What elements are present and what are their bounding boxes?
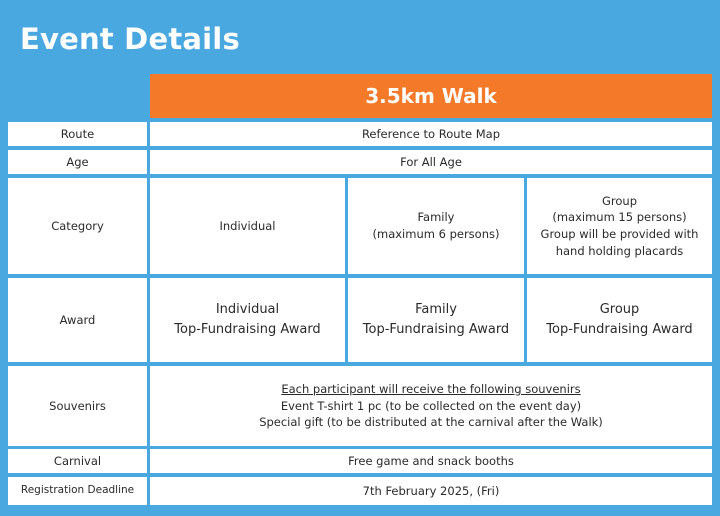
souvenir-item-tshirt: Event T-shirt 1 pc (to be collected on the event day) [280, 398, 582, 413]
category-family [348, 178, 524, 274]
award-individual-name: Top-Fundraising Award [174, 322, 321, 337]
age-value: For All Age [150, 150, 712, 174]
category-family-title: Family [417, 210, 455, 225]
deadline-label: Registration Deadline [8, 477, 147, 505]
carnival-label: Carnival [8, 449, 147, 473]
souvenirs-heading: Each participant will receive the following souvenirs [281, 381, 581, 396]
souvenirs-value [150, 366, 712, 446]
page-title: Event Details [20, 22, 240, 56]
category-family-limit: (maximum 6 persons) [372, 227, 500, 241]
route-label: Route [8, 122, 147, 146]
souvenir-item-gift: Special gift (to be distributed at the carnival after the Walk) [259, 415, 603, 430]
age-label: Age [8, 150, 147, 174]
award-individual-title: Individual [215, 301, 280, 317]
category-group-note-2: hand holding placards [555, 243, 684, 258]
route-value: Reference to Route Map [150, 122, 712, 146]
souvenirs-label: Souvenirs [8, 366, 147, 446]
category-individual: Individual [150, 178, 345, 274]
carnival-value: Free game and snack booths [150, 449, 712, 473]
category-group-title: Group [601, 193, 637, 208]
award-group-name: Top-Fundraising Award [546, 322, 693, 337]
deadline-value: 7th February 2025, (Fri) [150, 477, 712, 505]
category-group-limit: (maximum 15 persons) [552, 210, 687, 225]
award-group [527, 278, 712, 362]
award-family-title: Family [415, 301, 457, 317]
category-label: Category [8, 178, 147, 274]
event-name-header: 3.5km Walk [150, 74, 712, 118]
award-label: Award [8, 278, 147, 362]
award-individual [150, 278, 345, 362]
category-group [527, 178, 712, 274]
award-group-title: Group [599, 301, 640, 317]
award-family [348, 278, 524, 362]
award-family-name: Top-Fundraising Award [362, 322, 510, 337]
category-group-note-1: Group will be provided with [540, 227, 699, 241]
